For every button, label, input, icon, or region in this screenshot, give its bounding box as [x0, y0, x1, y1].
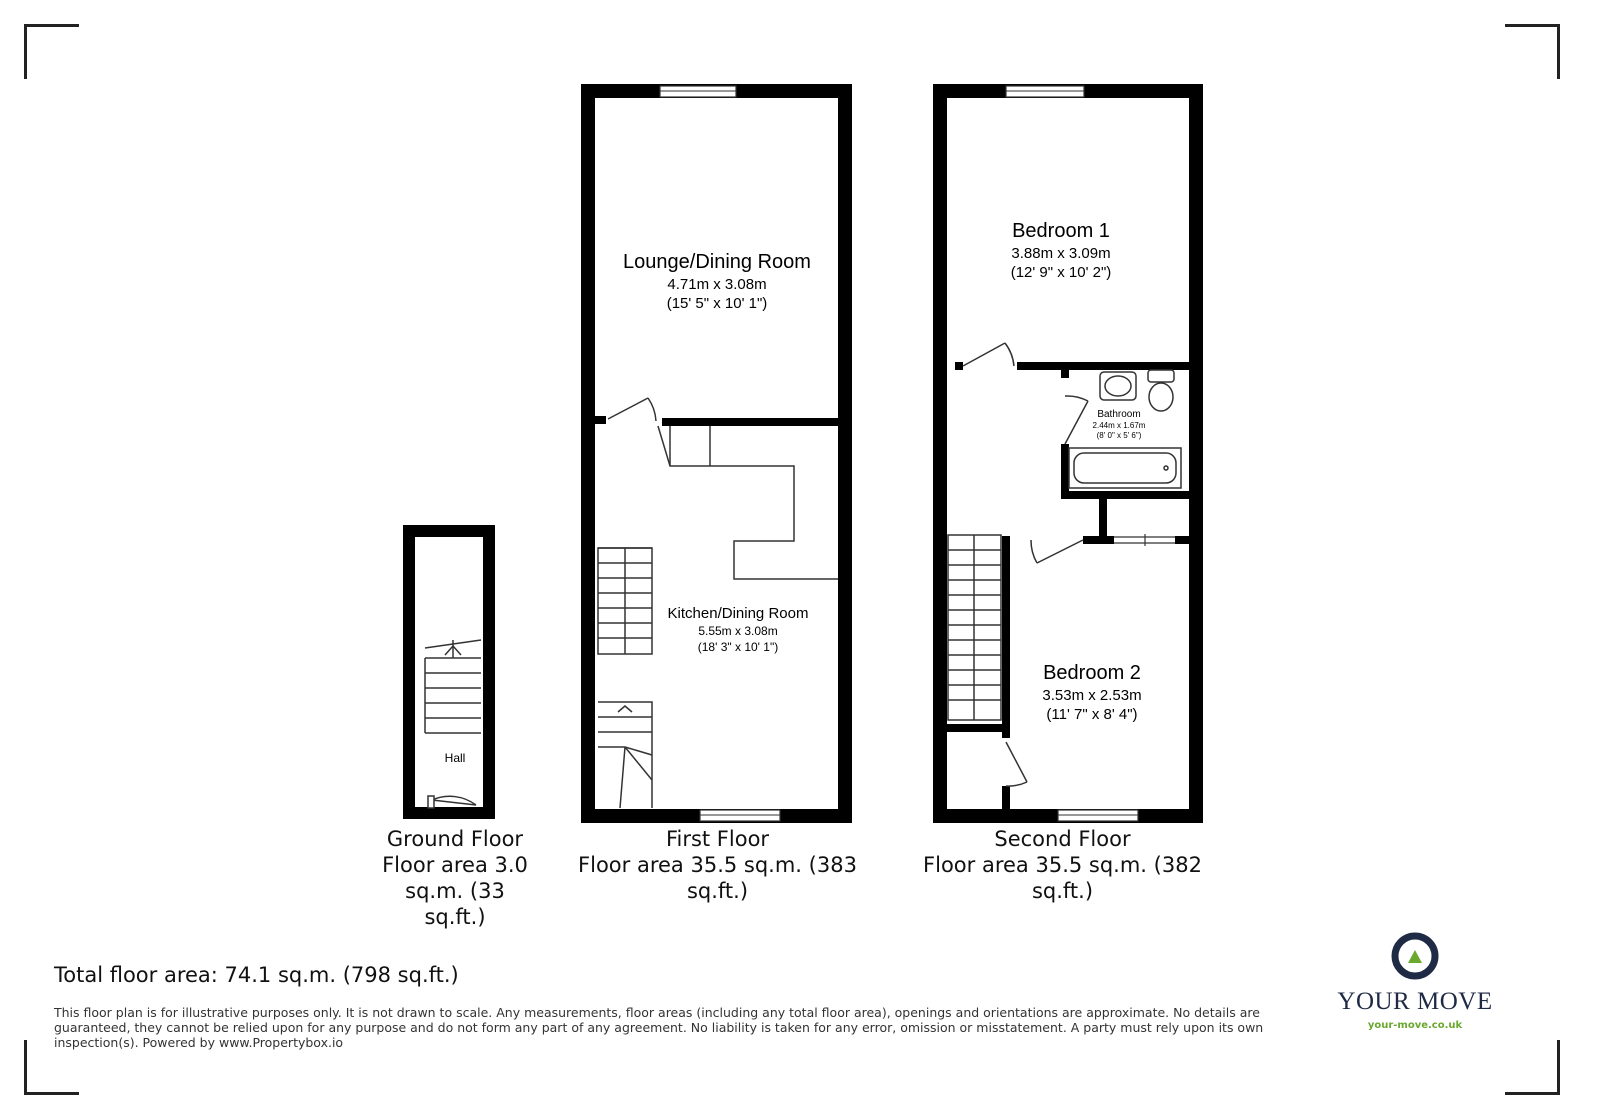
ground-floor-plan [409, 531, 489, 813]
room-name-lounge: Lounge/Dining Room [623, 251, 811, 273]
brand-url: your-move.co.uk [1367, 1020, 1463, 1031]
first-floor-plan [588, 86, 845, 821]
room-metric-lounge: 4.71m x 3.08m [667, 276, 767, 293]
floor-area: Floor area 35.5 sq.m. (382 [923, 853, 1202, 877]
floor-name: Second Floor [994, 827, 1131, 851]
floor-label-ground [365, 826, 545, 930]
floor-area: Floor area 3.0 [382, 853, 528, 877]
your-move-logo-icon [1389, 930, 1441, 982]
floor-label-first [560, 826, 875, 904]
room-imperial-bathroom: (8' 0" x 5' 6") [1096, 431, 1142, 440]
second-floor-stairs [948, 535, 1001, 720]
room-metric-bedroom2: 3.53m x 2.53m [1042, 687, 1142, 704]
room-name-kitchen: Kitchen/Dining Room [667, 605, 809, 622]
floor-name: Ground Floor [386, 827, 524, 851]
room-imperial-kitchen: (18' 3" x 10' 1") [697, 640, 779, 654]
room-metric-bathroom: 2.44m x 1.67m [1092, 421, 1146, 430]
bathroom-fixtures [1100, 370, 1174, 411]
floor-area: sq.ft.) [1031, 879, 1094, 903]
second-floor-plan [940, 86, 1196, 821]
ground-floor-walls [409, 531, 489, 813]
first-floor-stairs [598, 548, 652, 808]
room-metric-kitchen: 5.55m x 3.08m [698, 624, 778, 638]
ground-floor-stairs [425, 640, 481, 733]
room-name-hall: Hall [444, 751, 466, 765]
floor-label-second [905, 826, 1220, 904]
kitchen-counters [658, 426, 838, 579]
floor-area: sq.ft.) [424, 905, 486, 929]
room-imperial-lounge: (15' 5" x 10' 1") [666, 295, 768, 312]
disclaimer-text: This floor plan is for illustrative purposes only. It is not drawn to scale. Any measurements, floor areas (including any total floor area), openings and orientations are approximate. No details are guaranteed, they cannot be relied upon for any purpose and do not form any part of any agreement. No liability is taken for any error, omission or misstatement. A party must rely upon its own inspection(s). Powered by www.Propertybox.io [54, 1005, 1264, 1050]
room-imperial-bedroom1: (12' 9" x 10' 2") [1010, 264, 1112, 281]
total-floor-area: Total floor area: 74.1 sq.m. (798 sq.ft.) [54, 963, 459, 987]
floor-area: sq.ft.) [686, 879, 749, 903]
room-name-bedroom2: Bedroom 2 [1043, 662, 1141, 684]
floor-area: Floor area 35.5 sq.m. (383 [578, 853, 857, 877]
your-move-logo [1335, 930, 1495, 1031]
floor-name: First Floor [665, 827, 770, 851]
room-metric-bedroom1: 3.88m x 3.09m [1011, 245, 1111, 262]
room-name-bathroom: Bathroom [1097, 409, 1141, 420]
ground-floor-door [428, 796, 476, 808]
brand-name: YOUR MOVE [1337, 988, 1493, 1015]
bathtub [1069, 448, 1181, 488]
room-name-bedroom1: Bedroom 1 [1012, 220, 1110, 242]
room-imperial-bedroom2: (11' 7" x 8' 4") [1046, 706, 1138, 723]
floor-area: sq.m. (33 [405, 879, 505, 903]
